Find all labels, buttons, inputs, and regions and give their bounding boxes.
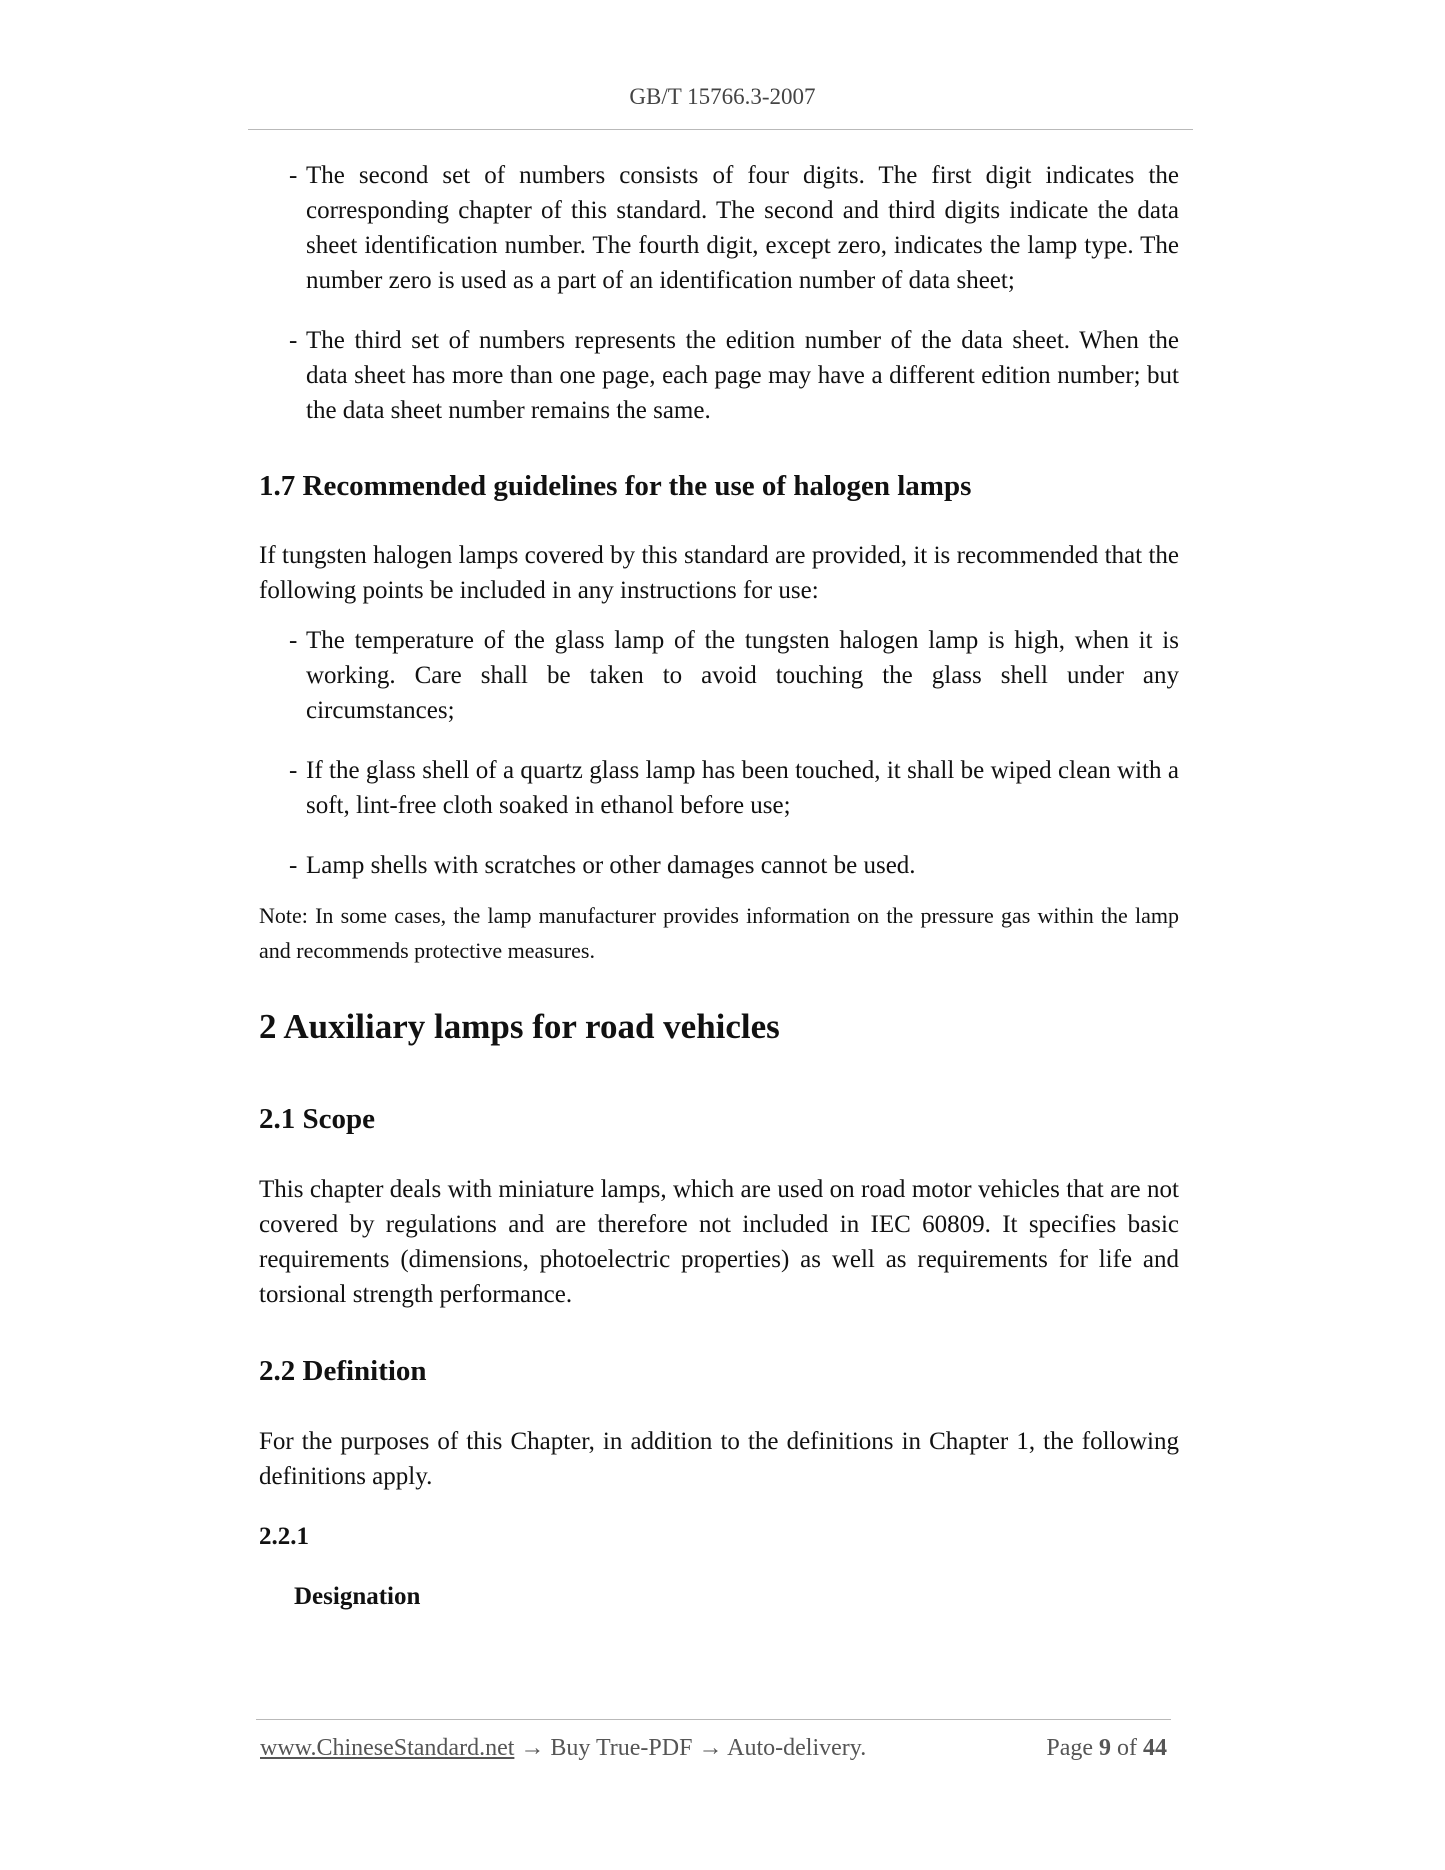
list-dash: -	[289, 162, 298, 189]
section-heading-2-1: 2.1 Scope	[259, 1103, 375, 1135]
list-item-text: Lamp shells with scratches or other damages cannot be used.	[306, 852, 916, 879]
arrow-right-icon: →	[520, 1735, 545, 1761]
list-item-text: If the glass shell of a quartz glass lamp has been touched, it shall be wiped clean with a soft, lint-free cloth soaked in ethanol before use;	[306, 757, 1179, 819]
page-label: Page	[1046, 1735, 1093, 1761]
chapter-heading-2: 2 Auxiliary lamps for road vehicles	[259, 1007, 780, 1046]
list-item	[289, 158, 1179, 298]
term-heading: Designation	[294, 1583, 421, 1610]
list-item	[289, 323, 1179, 428]
auto-delivery-text: Auto-delivery.	[727, 1735, 867, 1761]
footer-links	[260, 1735, 866, 1762]
document-header-title: GB/T 15766.3-2007	[629, 84, 816, 109]
section-heading-2-2: 2.2 Definition	[259, 1355, 427, 1387]
footer-divider	[256, 1719, 1171, 1720]
list-item-text: The third set of numbers represents the edition number of the data sheet. When the data sheet has more than one page, each page may have a different edition number; but the data sheet number remains the same.	[306, 327, 1179, 424]
section-2-1-text: This chapter deals with miniature lamps, which are used on road motor vehicles that are not covered by regulations and are therefore not included in IEC 60809. It specifies basic requirements (dimensions, photoelectric properties) as well as requirements for life and torsional strength performance.	[259, 1176, 1179, 1308]
list-dash: -	[289, 852, 298, 879]
list-item-text: The second set of numbers consists of four digits. The first digit indicates the corresponding chapter of this standard. The second and third digits indicate the data sheet identification number. The fourth digit, except zero, indicates the lamp type. The number zero is used as a part of an identification number of data sheet;	[306, 162, 1179, 294]
list-item	[289, 623, 1179, 728]
page-number: 9	[1099, 1735, 1111, 1761]
arrow-right-icon: →	[698, 1735, 723, 1761]
note-text: Note: In some cases, the lamp manufacturer provides information on the pressure gas within the lamp and recommends protective measures.	[259, 903, 1179, 963]
site-link[interactable]: www.ChineseStandard.net	[260, 1735, 515, 1761]
page-content	[259, 158, 1179, 1614]
header-divider	[248, 129, 1193, 130]
list-dash: -	[289, 757, 298, 784]
section-2-2-text: For the purposes of this Chapter, in addition to the definitions in Chapter 1, the following definitions apply.	[259, 1428, 1179, 1490]
page-indicator	[1046, 1735, 1167, 1762]
of-label: of	[1117, 1735, 1137, 1761]
section-1-7-intro: If tungsten halogen lamps covered by this standard are provided, it is recommended that the following points be included in any instructions for use:	[259, 542, 1179, 604]
list-dash: -	[289, 627, 298, 654]
clause-number: 2.2.1	[259, 1523, 309, 1550]
buy-true-pdf-text: Buy True-PDF	[550, 1735, 693, 1761]
list-item	[289, 753, 1179, 823]
list-item	[289, 848, 1179, 883]
total-pages: 44	[1143, 1735, 1167, 1761]
list-dash: -	[289, 327, 298, 354]
section-heading-1-7: 1.7 Recommended guidelines for the use of halogen lamps	[259, 470, 972, 502]
list-item-text: The temperature of the glass lamp of the tungsten halogen lamp is high, when it is working. Care shall be taken to avoid touching the glass shell under any circumstances;	[306, 627, 1179, 724]
